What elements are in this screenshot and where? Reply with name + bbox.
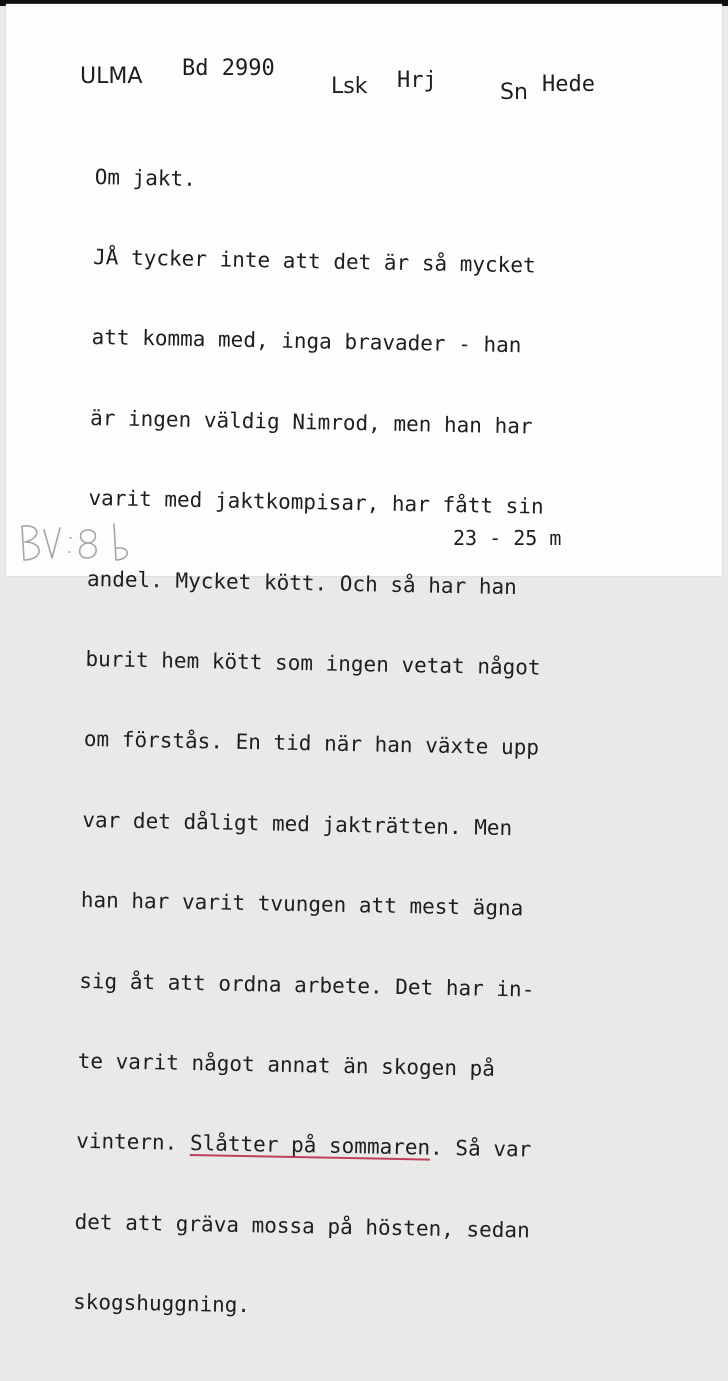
text-line: är ingen väldig Nimrod, men han har — [89, 405, 533, 439]
text-line-start: vintern. — [75, 1129, 191, 1156]
text-line — [76, 1128, 676, 1166]
transcript-text — [72, 110, 696, 1381]
text-line-end: . Så var — [429, 1135, 532, 1162]
text-line: att komma med, inga bravader - han — [91, 325, 522, 358]
sn-value: Hede — [542, 72, 595, 97]
underlined-phrase: Slåtter på sommaren — [189, 1131, 431, 1160]
text-line: andel. Mycket kött. Och så har han — [86, 566, 518, 599]
lsk-value: Hrj — [397, 68, 437, 93]
archive-card — [6, 4, 722, 1318]
text-line: burit hem kött som ingen vetat något — [85, 646, 541, 680]
lsk-label: Lsk — [331, 74, 368, 99]
text-line: det att gräva mossa på hösten, sedan — [74, 1209, 530, 1243]
text-line: om förstås. En tid när han växte upp — [83, 727, 540, 760]
text-line: JÅ tycker inte att det är så mycket — [92, 244, 536, 278]
text-line: var det dåligt med jakträtten. Men — [82, 807, 513, 840]
text-line: Om jakt. — [94, 164, 197, 191]
archive-code: ULMA — [80, 64, 143, 89]
pencil-signature — [14, 516, 144, 566]
sn-label: Sn — [500, 80, 528, 105]
text-line: sig åt att ordna arbete. Det har in- — [79, 968, 535, 1002]
text-line: skogshuggning. — [72, 1289, 251, 1318]
page-range: 23 - 25 m — [453, 526, 562, 550]
text-line: han har varit tvungen att mest ägna — [80, 887, 524, 921]
text-line: varit med jaktkompisar, har fått sin — [88, 486, 544, 519]
volume-number: Bd 2990 — [182, 56, 275, 81]
text-line: te varit något annat än skogen på — [77, 1048, 496, 1081]
